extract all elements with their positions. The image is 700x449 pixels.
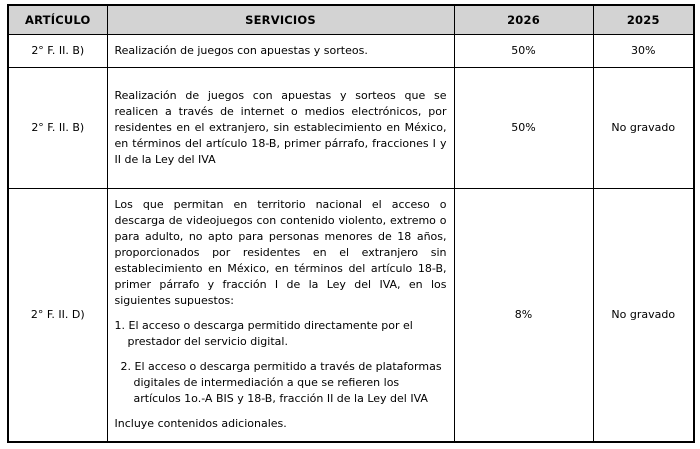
ieps-services-rates-table: [7, 4, 695, 443]
header-articulo: ARTÍCULO: [8, 5, 107, 34]
servicios-cell: [107, 34, 454, 67]
rate-2026-cell: 50%: [454, 34, 593, 67]
servicios-paragraph: Realización de juegos con apuestas y sorteos.: [114, 43, 368, 57]
rate-2025-cell: No gravado: [593, 188, 694, 442]
servicios-paragraph: Incluye contenidos adicionales.: [114, 417, 287, 431]
articulo-cell: 2° F. II. B): [8, 67, 107, 188]
servicios-paragraph: Los que permitan en territorio nacional el acceso o descarga de videojuegos con contenido violento, extremo o para adulto, no apto para personas menores de 18 años, proporcionados por residentes en el extranjero sin establecimiento en México, en términos del artículo 18-B, primer párrafo y fracción I de la Ley del IVA, en los siguientes supuestos:: [114, 198, 447, 308]
table-row: [8, 188, 694, 442]
table-row: [8, 67, 694, 188]
rate-2025-cell: 30%: [593, 34, 694, 67]
table-header-row: [8, 5, 694, 34]
servicios-list-item-2: 2. El acceso o descarga permitido a través de plataformas digitales de intermediación a que se refieren los artículos 1o.-A BIS y 18-B, fracción II de la Ley del IVA: [120, 360, 442, 406]
rate-2025-cell: No gravado: [593, 67, 694, 188]
servicios-paragraph: Realización de juegos con apuestas y sorteos que se realicen a través de internet o medios electrónicos, por residentes en el extranjero, sin establecimiento en México, en términos del artículo 18-B, primer párrafo, fracciones I y II de la Ley del IVA: [114, 88, 447, 166]
articulo-cell: 2° F. II. D): [8, 188, 107, 442]
table-row: [8, 34, 694, 67]
header-servicios: SERVICIOS: [107, 5, 454, 34]
servicios-cell: [107, 67, 454, 188]
servicios-cell: [107, 188, 454, 442]
servicios-list-item-1: 1. El acceso o descarga permitido directamente por el prestador del servicio digital.: [114, 319, 413, 349]
rate-2026-cell: 50%: [454, 67, 593, 188]
rate-2026-cell: 8%: [454, 188, 593, 442]
header-2026: 2026: [454, 5, 593, 34]
header-2025: 2025: [593, 5, 694, 34]
articulo-cell: 2° F. II. B): [8, 34, 107, 67]
